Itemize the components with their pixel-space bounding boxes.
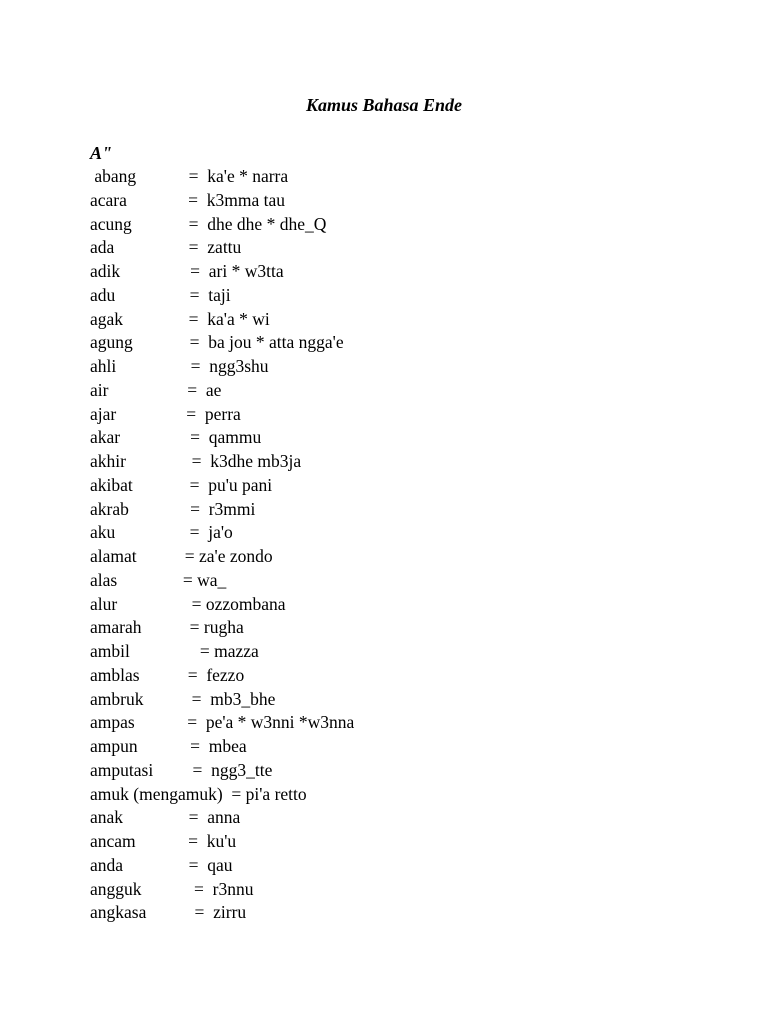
dictionary-entry: akar = qammu [90,427,262,448]
dictionary-entry: adu = taji [90,284,231,305]
dictionary-entry: air = ae [90,379,222,400]
dictionary-entry: anda = qau [90,854,233,875]
dictionary-entry: ahli = ngg3shu [90,356,269,376]
dictionary-entry: angkasa = zirru [90,902,247,923]
dictionary-entry: alamat = za'e zondo [90,546,273,566]
dictionary-entry: akibat = pu'u pani [90,474,273,495]
dictionary-entry: ajar = perra [90,403,241,424]
dictionary-entry: aku = ja'o [90,522,233,543]
dictionary-entry: amuk (mengamuk) = pi'a retto [90,783,307,804]
dictionary-entry: ada = zattu [90,237,242,258]
dictionary-entry: alas = wa_ [90,569,227,590]
dictionary-entry-list [90,165,354,925]
dictionary-entry: acara = k3mma tau [90,189,286,210]
dictionary-entry: amarah = rugha [90,617,244,638]
section-heading-a: A" [90,143,112,163]
dictionary-entry: ambruk = mb3_bhe [90,688,276,709]
document-title: Kamus Bahasa Ende [305,95,463,115]
dictionary-entry: amputasi = ngg3_tte [90,759,273,780]
dictionary-entry: agak = ka'a * wi [90,308,270,329]
dictionary-entry: alur = ozzombana [90,593,286,614]
dictionary-entry: akhir = k3dhe mb3ja [90,451,302,471]
dictionary-entry: angguk = r3nnu [90,878,254,899]
dictionary-entry: acung = dhe dhe * dhe_Q [90,213,327,234]
dictionary-entry: ampun = mbea [90,736,247,756]
dictionary-entry: akrab = r3mmi [90,498,256,519]
dictionary-entry: amblas = fezzo [90,664,245,685]
dictionary-entry: ampas = pe'a * w3nni *w3nna [90,712,355,733]
dictionary-entry: anak = anna [90,807,241,828]
dictionary-entry: agung = ba jou * atta ngga'e [90,332,344,353]
dictionary-entry: adik = ari * w3tta [90,261,284,281]
dictionary-entry: abang = ka'e * narra [90,166,289,186]
dictionary-entry: ambil = mazza [90,641,259,661]
dictionary-entry: ancam = ku'u [90,831,237,851]
